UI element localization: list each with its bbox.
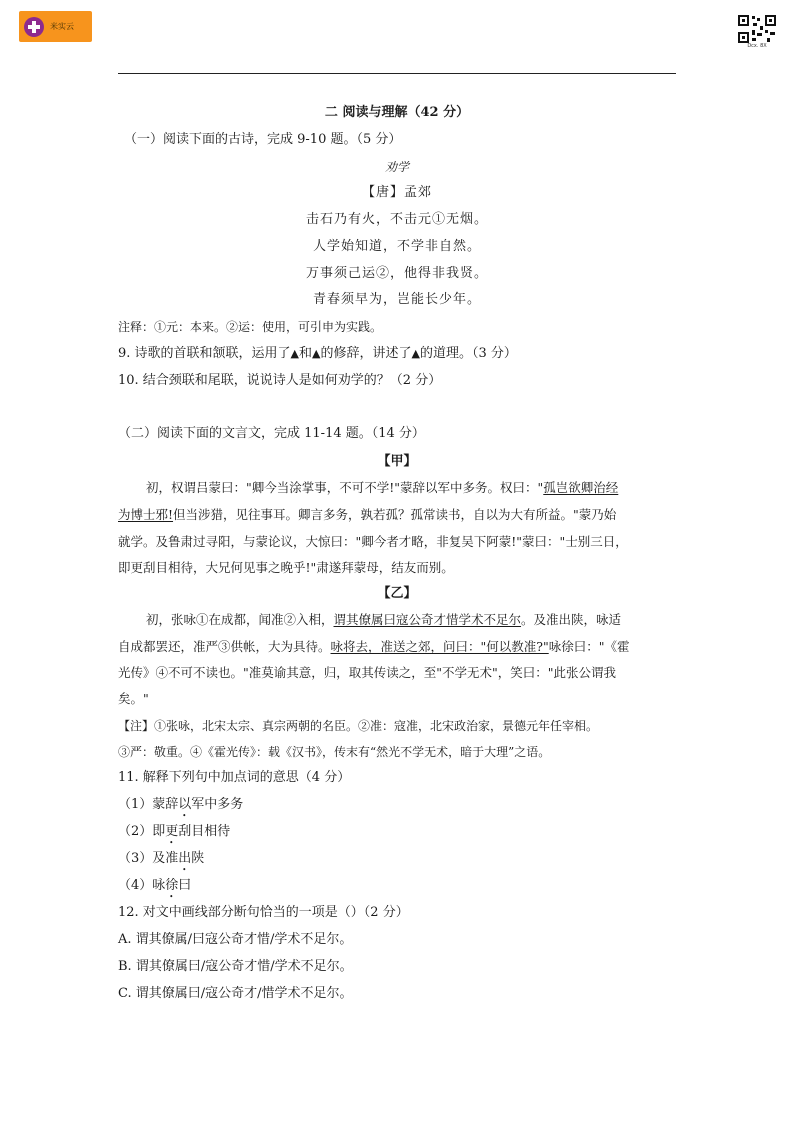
yi-l2-underlined: 咏将去，准送之郊，问曰："何以教准?" bbox=[330, 639, 549, 654]
part2-instruction: （二）阅读下面的文言文，完成 11-14 题。（14 分） bbox=[118, 426, 425, 441]
poem-author: 【唐】孟郊 bbox=[361, 185, 432, 200]
q11-1-dotted-word: 以 bbox=[178, 797, 192, 812]
poem-title: 劝学 bbox=[384, 160, 409, 174]
jia-line-3: 就学。及鲁肃过寻阳，与蒙论议，大惊曰："卿今者才略，非复吴下阿蒙!"蒙曰："士别三日， bbox=[118, 534, 628, 549]
q11-2-rest: 刮目相待 bbox=[178, 824, 231, 839]
brand-name: 米实云 bbox=[50, 22, 74, 31]
yi-note-line-2: ③严：敬重。④《霍光传》：载《汉书》，传末有“然光不学无术，暗于大理”之语。 bbox=[118, 745, 551, 759]
poem-line-2: 人学始知道，不学非自然。 bbox=[312, 239, 481, 254]
jia-l2-text: 但当涉猎，见往事耳。卿言多务，孰若孤？孤常读书，自以为大有所益。"蒙乃始 bbox=[173, 507, 617, 522]
q11-2-dotted-word: 更 bbox=[165, 824, 179, 839]
qr-caption: Dcx. 8X bbox=[747, 43, 767, 49]
question-12: 12. 对文中画线部分断句恰当的一项是（）（2 分） bbox=[118, 905, 409, 920]
section-title: 二 阅读与理解（42 分） bbox=[324, 105, 470, 120]
yi-heading: 【乙】 bbox=[377, 586, 417, 601]
yi-l1-text-1: 初，张咏①在成都，闻准②入相， bbox=[146, 612, 334, 627]
q12-option-b: B. 谓其僚属曰/寇公奇才惜/学术不足尔。 bbox=[118, 959, 353, 974]
blank-triangle-3: ▲ bbox=[411, 347, 420, 360]
blank-triangle-1: ▲ bbox=[290, 347, 300, 360]
brand-logo bbox=[19, 11, 92, 42]
jia-line-4: 即更刮目相待，大兄何见事之晚乎!"肃遂拜蒙母，结友而别。 bbox=[118, 560, 454, 575]
jia-l2-underlined: 为博士邪! bbox=[118, 507, 174, 522]
yi-l2-text-2: 咏徐曰："《霍 bbox=[548, 639, 630, 654]
question-9 bbox=[118, 346, 517, 362]
q9-text-2: 和 bbox=[299, 346, 313, 361]
poem-line-3: 万事须己运②，他得非我贤。 bbox=[305, 266, 488, 281]
q11-1-text: （1）蒙辞 bbox=[118, 797, 179, 812]
jia-l1-text: 初，权谓吕蒙曰："卿今当涂掌事，不可不学!"蒙辞以军中多务。权曰：" bbox=[146, 480, 544, 495]
q11-3-dotted-word: 出 bbox=[178, 851, 192, 866]
q11-4-text: （4）咏 bbox=[118, 878, 166, 893]
q12-option-c: C. 谓其僚属曰/寇公奇才/惜学术不足尔。 bbox=[118, 986, 353, 1001]
q11-item-2 bbox=[118, 824, 230, 847]
yi-line-1 bbox=[146, 612, 621, 628]
yi-line-2 bbox=[118, 639, 629, 655]
jia-line-2 bbox=[118, 507, 616, 523]
q11-1-rest: 军中多务 bbox=[191, 797, 244, 812]
q11-2-text: （2）即 bbox=[118, 824, 166, 839]
q9-text-3: 的修辞，讲述了 bbox=[320, 346, 412, 361]
poem-line-1: 击石乃有火，不击元①无烟。 bbox=[305, 212, 488, 227]
jia-line-1 bbox=[146, 480, 618, 496]
poem-line-4: 青春须早为，岂能长少年。 bbox=[312, 292, 481, 307]
yi-l2-text-1: 自成都罢还，准严③供帐，大为具待。 bbox=[118, 639, 331, 654]
q11-4-rest: 曰 bbox=[178, 878, 192, 893]
header-divider bbox=[118, 73, 676, 74]
logo-cross-icon bbox=[24, 17, 44, 37]
question-11: 11. 解释下列句中加点词的意思（4 分） bbox=[118, 770, 351, 785]
q11-3-rest: 陕 bbox=[191, 851, 205, 866]
poem-note: 注释：①元：本来。②运：使用，可引申为实践。 bbox=[118, 320, 383, 334]
q11-3-text: （3）及准 bbox=[118, 851, 179, 866]
yi-note-line-1: 【注】①张咏，北宋太宗、真宗两朝的名臣。②准：寇准，北宋政治家，景德元年任宰相。 bbox=[118, 719, 599, 733]
q11-item-1 bbox=[118, 797, 243, 820]
q11-4-dotted-word: 徐 bbox=[165, 878, 179, 893]
yi-line-3: 光传》④不可不读也。"准莫谕其意，归，取其传读之，至"不学无术"，笑曰："此张公谓我 bbox=[118, 665, 616, 680]
q12-option-a: A. 谓其僚属/曰寇公奇才惜/学术不足尔。 bbox=[118, 932, 353, 947]
yi-l1-underlined: 谓其僚属曰寇公奇才惜学术不足尔 bbox=[333, 612, 522, 627]
question-10: 10. 结合颈联和尾联，说说诗人是如何劝学的？（2 分） bbox=[118, 373, 442, 388]
yi-l1-text-2: 。及准出陕，咏适 bbox=[521, 612, 622, 627]
q9-text-1: 9. 诗歌的首联和颔联，运用了 bbox=[118, 346, 291, 361]
q9-text-4: 的道理。（3 分） bbox=[419, 346, 517, 361]
part1-instruction: （一）阅读下面的古诗，完成 9-10 题。（5 分） bbox=[124, 132, 402, 147]
q11-item-3 bbox=[118, 851, 204, 874]
q11-item-4 bbox=[118, 878, 191, 901]
blank-triangle-2: ▲ bbox=[312, 347, 321, 360]
yi-line-4: 矣。" bbox=[118, 691, 149, 706]
jia-heading: 【甲】 bbox=[377, 454, 417, 469]
jia-l1-underlined: 孤岂欲卿治经 bbox=[543, 480, 619, 495]
